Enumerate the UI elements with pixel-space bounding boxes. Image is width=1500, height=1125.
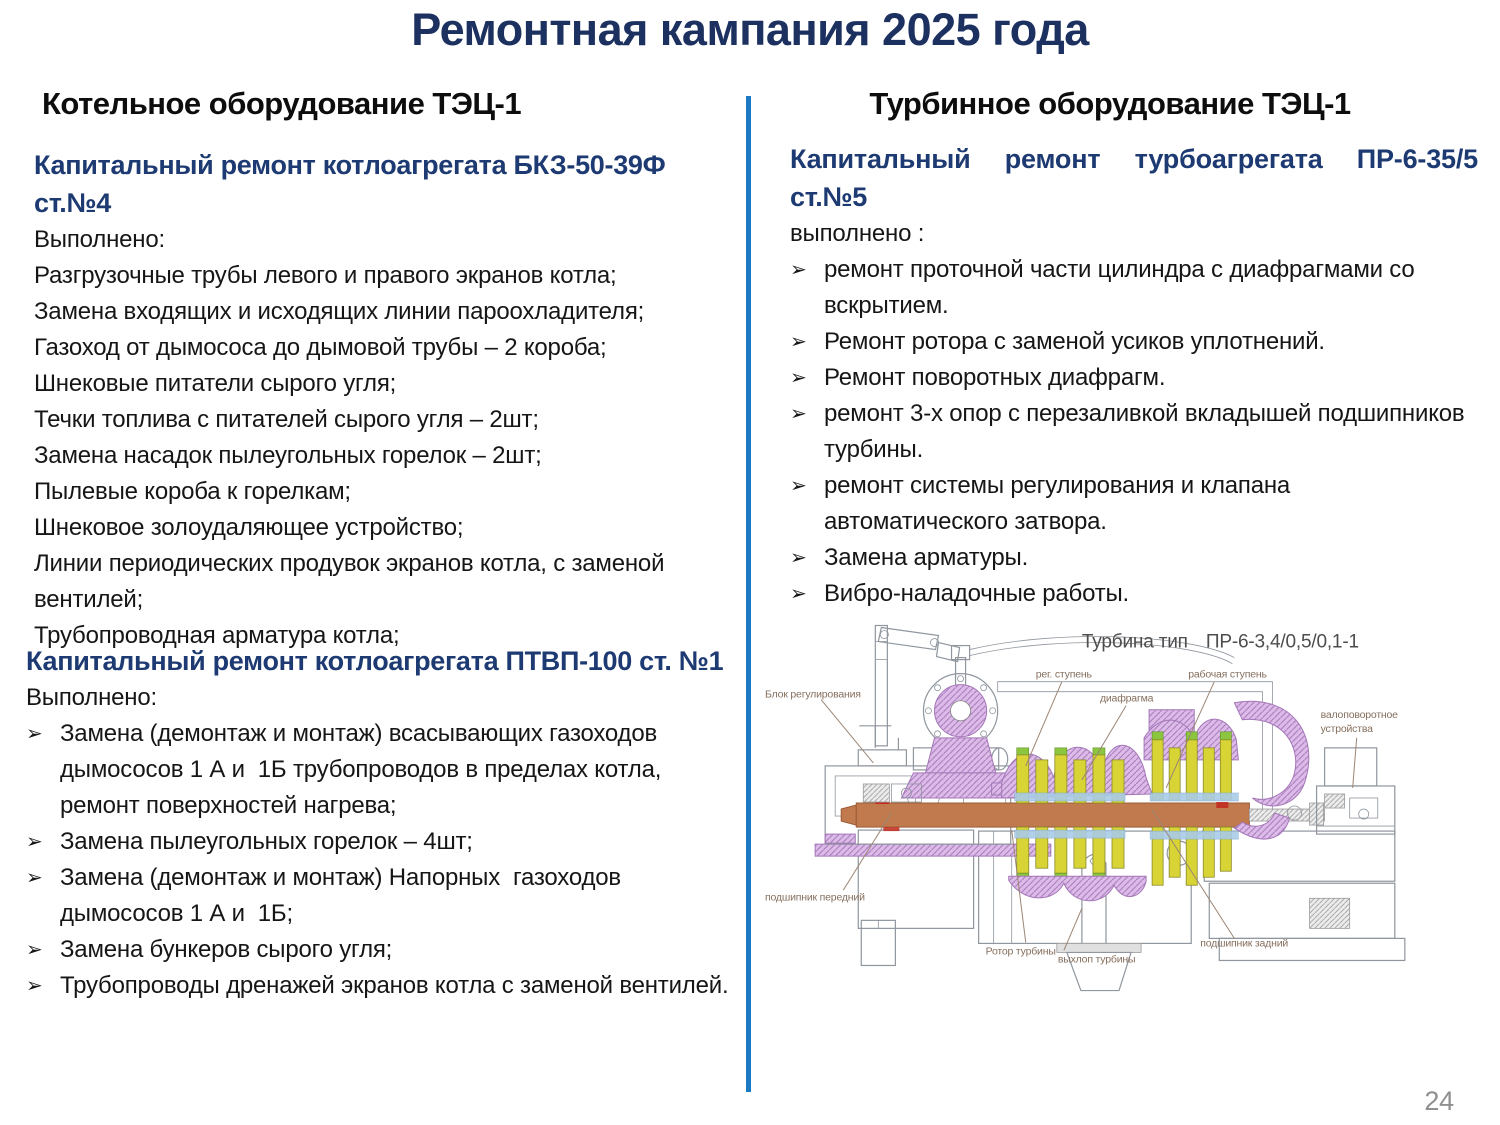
bullet-arrow-icon: ➢	[26, 867, 43, 889]
list-item-text: ремонт 3-х опор с перезаливкой вкладышей подшипников турбины.	[824, 400, 1471, 463]
label-rear-bearing: подшипник задний	[1200, 937, 1289, 950]
list-item-text: Вибро-наладочные работы.	[824, 580, 1130, 607]
bullet-arrow-icon: ➢	[26, 975, 43, 997]
bullet-arrow-icon: ➢	[790, 547, 807, 569]
bullet-arrow-icon: ➢	[790, 403, 807, 425]
list-item-text: Замена арматуры.	[824, 544, 1029, 571]
label-diaphragm: диафрагма	[1099, 692, 1154, 705]
heading-line-1: Капитальный ремонт котлоагрегата БКЗ-50-39Ф	[34, 150, 666, 180]
list-item-text: Ремонт поворотных диафрагм.	[824, 364, 1166, 391]
column-divider	[746, 96, 751, 1092]
left-column-header: Котельное оборудование ТЭЦ-1	[42, 86, 522, 121]
bullet-arrow-icon: ➢	[790, 259, 807, 281]
list-item	[26, 932, 730, 968]
list-item: Замена насадок пылеугольных горелок – 2шт;	[34, 442, 542, 469]
boiler-section-2	[26, 642, 730, 1004]
stop-valve	[901, 646, 1021, 798]
list-item: Газоход от дымососа до дымовой трубы – 2 короба;	[34, 334, 607, 361]
bullet-arrow-icon: ➢	[790, 583, 807, 605]
list-item-text: Замена (демонтаж и монтаж) всасывающих газоходов дымососов 1 А и 1Б трубопроводов в пределах котла, ремонт поверхностей нагрева;	[60, 720, 668, 819]
heading-line-2: ст.№4	[34, 188, 111, 218]
heading-line-1	[790, 140, 1478, 178]
bullet-arrow-icon: ➢	[790, 331, 807, 353]
list-item: Шнековое золоудаляющее устройство;	[34, 514, 464, 541]
bullet-arrow-icon: ➢	[26, 831, 43, 853]
list-item	[790, 252, 1478, 324]
list-item	[26, 716, 730, 824]
list-item-text: ремонт системы регулирования и клапана автоматического затвора.	[824, 472, 1297, 535]
bullet-arrow-icon: ➢	[26, 723, 43, 745]
work-items-list	[34, 258, 726, 654]
lp-stage-group	[1144, 701, 1309, 885]
status-label: Выполнено:	[34, 226, 165, 253]
label-work-stage: рабочая ступень	[1188, 668, 1267, 681]
label-barring-line1: валоповоротное	[1320, 708, 1398, 721]
heading-word: ПР-6-35/5	[1356, 144, 1478, 174]
label-regulator-block: Блок регулирования	[765, 688, 861, 701]
list-item: Разгрузочные трубы левого и правого экранов котла;	[34, 262, 617, 289]
work-items-list	[790, 252, 1478, 612]
list-item	[790, 540, 1478, 576]
boiler-section-1	[34, 146, 726, 654]
list-item	[790, 360, 1478, 396]
list-item-text: Трубопроводы дренажей экранов котла с заменой вентилей.	[60, 972, 729, 999]
list-item-text: Замена (демонтаж и монтаж) Напорных газоходов дымососов 1 А и 1Б;	[60, 864, 628, 927]
section-heading	[34, 146, 726, 222]
status-label: выполнено :	[790, 220, 925, 247]
list-item-text: Ремонт ротора с заменой усиков уплотнений.	[824, 328, 1325, 355]
heading-word: турбоагрегата	[1134, 144, 1323, 174]
label-rotor: Ротор турбины	[985, 945, 1056, 958]
diagram-title: Турбина тип ПР-6-3,4/0,5/0,1-1	[1081, 631, 1359, 653]
list-item-text: Замена пылеугольных горелок – 4шт;	[60, 828, 473, 855]
list-item: Шнековые питатели сырого угля;	[34, 370, 397, 397]
page-number: 24	[1424, 1086, 1454, 1116]
list-item: Трубопроводная арматура котла;	[34, 622, 400, 649]
list-item-text: Замена бункеров сырого угля;	[60, 936, 393, 963]
list-item: Течки топлива с питателей сырого угля – 2шт;	[34, 406, 539, 433]
turbine-section	[790, 140, 1478, 612]
section-heading: Капитальный ремонт котлоагрегата ПТВП-100 ст. №1	[26, 646, 724, 676]
list-item	[790, 396, 1478, 468]
label-reg-stage: рег. ступень	[1035, 668, 1092, 681]
list-item	[26, 968, 730, 1004]
work-items-list	[26, 716, 730, 1004]
turbine-diagram	[763, 596, 1465, 1000]
status-label: Выполнено:	[26, 684, 157, 711]
heading-word: Капитальный	[790, 144, 971, 174]
page-title: Ремонтная кампания 2025 года	[411, 4, 1089, 55]
bullet-arrow-icon: ➢	[26, 939, 43, 961]
list-item	[790, 324, 1478, 360]
turbine-diagram-svg	[763, 596, 1465, 1000]
list-item: Линии периодических продувок экранов котла, с заменой вентилей;	[34, 550, 671, 613]
label-exhaust: выхлоп турбины	[1057, 953, 1136, 966]
list-item: Пылевые короба к горелкам;	[34, 478, 351, 505]
list-item: Замена входящих и исходящих линии пароохладителя;	[34, 298, 645, 325]
bullet-arrow-icon: ➢	[790, 367, 807, 389]
right-column-header: Турбинное оборудование ТЭЦ-1	[869, 86, 1351, 121]
list-item-text: ремонт проточной части цилиндра с диафрагмами со вскрытием.	[824, 256, 1421, 319]
heading-word: ремонт	[1004, 144, 1101, 174]
label-barring-line2: устройства	[1320, 722, 1373, 735]
bullet-arrow-icon: ➢	[790, 475, 807, 497]
list-item	[790, 468, 1478, 540]
label-front-bearing: подшипник передний	[765, 891, 865, 904]
heading-line-2: ст.№5	[790, 182, 867, 212]
list-item	[26, 824, 730, 860]
list-item	[26, 860, 730, 932]
